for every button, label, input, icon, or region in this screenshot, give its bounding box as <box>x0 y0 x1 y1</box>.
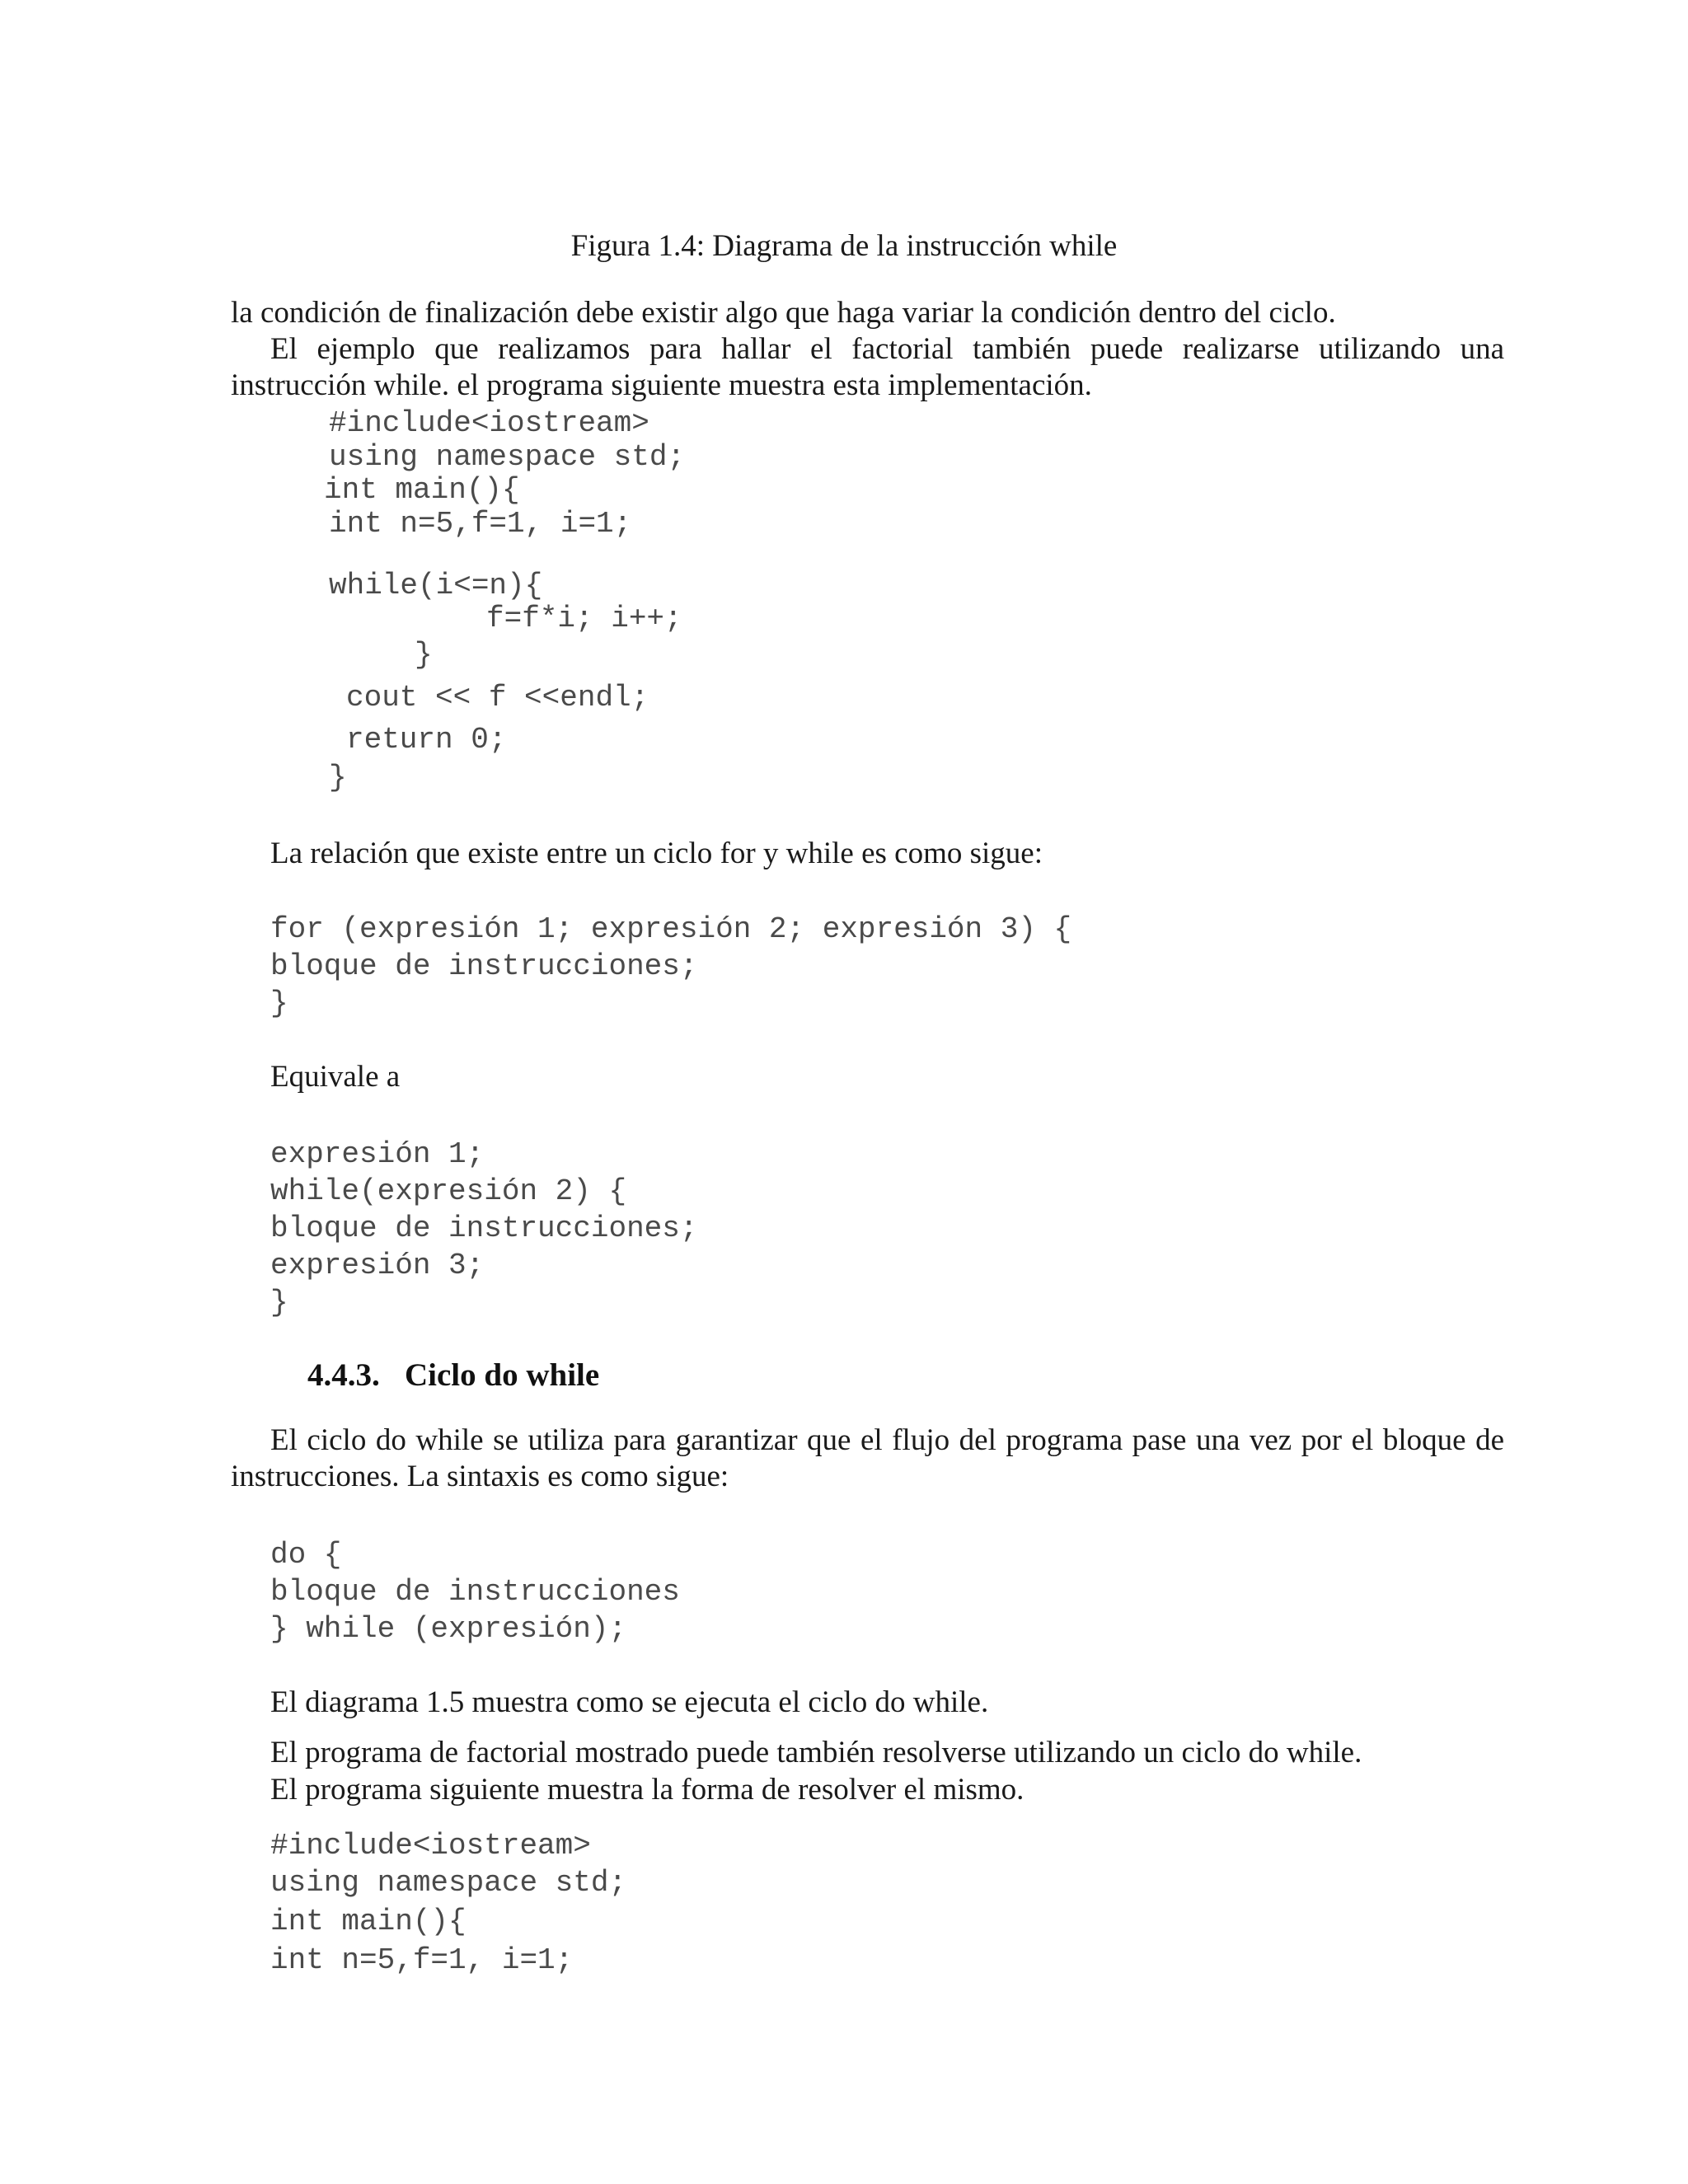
code-line: return 0; <box>346 723 507 757</box>
code-line: bloque de instrucciones; <box>270 1212 698 1245</box>
section-number: 4.4.3. <box>307 1357 380 1393</box>
code-line: while(expresión 2) { <box>270 1174 627 1208</box>
code-line: } <box>329 761 347 794</box>
code-line: int main(){ <box>270 1905 467 1938</box>
paragraph: El programa de factorial mostrado puede también resolverse utilizando un ciclo do while. <box>270 1736 1362 1769</box>
code-line: #include<iostream> <box>270 1829 591 1863</box>
paragraph: El programa siguiente muestra la forma de resolver el mismo. <box>270 1773 1025 1807</box>
paragraph: La relación que existe entre un ciclo for y while es como sigue: <box>270 837 1043 870</box>
code-line: while(i<=n){ <box>329 569 543 602</box>
code-line: #include<iostream> <box>329 406 649 440</box>
paragraph: El ejemplo que realizamos para hallar el factorial también puede realizarse utilizando una instrucción while. el programa siguiente muestra esta implementación. <box>231 332 1504 402</box>
code-line: cout << f <<endl; <box>346 681 649 715</box>
code-line: } <box>270 1286 288 1319</box>
code-line: int n=5,f=1, i=1; <box>270 1943 574 1977</box>
code-line: expresión 1; <box>270 1137 485 1171</box>
paragraph: El ciclo do while se utiliza para garantizar que el flujo del programa pase una vez por el bloque de instrucciones. La sintaxis es como sigue: <box>231 1423 1504 1493</box>
code-line: bloque de instrucciones <box>270 1575 680 1609</box>
code-line: for (expresión 1; expresión 2; expresión 3) { <box>270 912 1072 946</box>
code-line: f=f*i; i++; <box>486 602 682 635</box>
code-line: } while (expresión); <box>270 1612 627 1646</box>
paragraph: Equivale a <box>270 1060 401 1094</box>
code-line: int main(){ <box>324 473 520 507</box>
section-title: Ciclo do while <box>405 1357 600 1393</box>
code-line: bloque de instrucciones; <box>270 949 698 983</box>
code-line: do { <box>270 1538 342 1572</box>
code-line: } <box>270 987 288 1020</box>
code-line: } <box>415 638 433 672</box>
paragraph: El diagrama 1.5 muestra como se ejecuta el ciclo do while. <box>270 1685 989 1719</box>
code-line: int n=5,f=1, i=1; <box>329 507 632 541</box>
figure-caption: Figura 1.4: Diagrama de la instrucción while <box>570 229 1118 263</box>
code-line: using namespace std; <box>329 440 686 474</box>
section-heading <box>307 1357 599 1394</box>
code-line: expresión 3; <box>270 1249 485 1282</box>
paragraph: la condición de finalización debe existir algo que haga variar la condición dentro del ciclo. <box>231 296 1336 330</box>
code-line: using namespace std; <box>270 1866 627 1900</box>
